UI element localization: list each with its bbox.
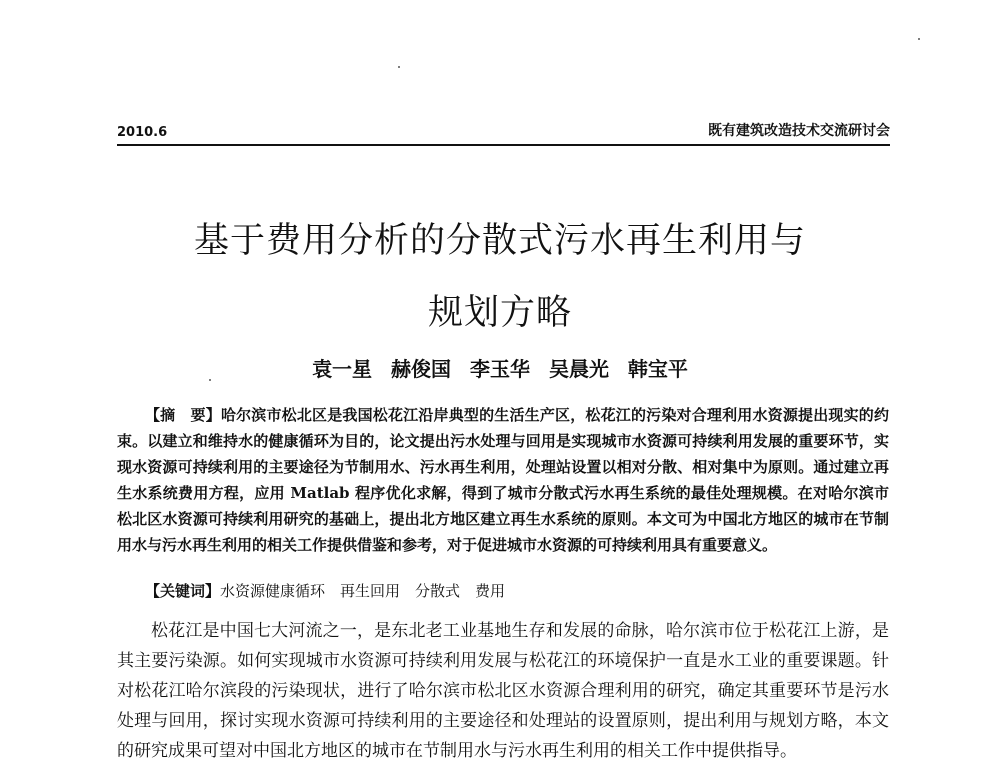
running-header bbox=[117, 116, 890, 146]
body-paragraph: 松花江是中国七大河流之一，是东北老工业基地生存和发展的命脉，哈尔滨市位于松花江上游，是其主要污染源。如何实现城市水资源可持续利用发展与松花江的环境保护一直是水工业的重要课题。针对松花江哈尔滨段的污染现状，进行了哈尔滨市松北区水资源合理利用的研究，确定其重要环节是污水处理与回用，探讨实现水资源可持续利用的主要途径和处理站的设置原则，提出利用与规划方略，本文的研究成果可望对中国北方地区的城市在节制用水与污水再生利用的相关工作中提供指导。 bbox=[117, 621, 889, 761]
header-conference: 既有建筑改造技术交流研讨会 bbox=[708, 123, 890, 139]
header-date: 2010.6 bbox=[117, 125, 168, 140]
keywords-label: 【关键词】 bbox=[145, 582, 221, 600]
keywords bbox=[117, 578, 889, 604]
paper-title-line-2: 规划方略 bbox=[427, 293, 572, 333]
author-list: 袁一星 赫俊国 李玉华 吴晨光 韩宝平 bbox=[312, 357, 688, 381]
scan-speck bbox=[918, 38, 920, 40]
paper-title-line-1: 基于费用分析的分散式污水再生利用与 bbox=[193, 221, 806, 261]
scan-speck bbox=[398, 66, 400, 68]
keywords-text: 水资源健康循环 再生回用 分散式 费用 bbox=[220, 582, 506, 600]
abstract bbox=[117, 402, 889, 558]
abstract-label: 【摘 要】 bbox=[145, 406, 221, 424]
abstract-text: 哈尔滨市松北区是我国松花江沿岸典型的生活生产区，松花江的污染对合理利用水资源提出现实的约束。以建立和维持水的健康循环为目的，论文提出污水处理与回用是实现城市水资源可持续利用发展的重要环节，实现水资源可持续利用的主要途径为节制用水、污水再生利用，处理站设置以相对分散、相对集中为原则。通过建立再生水系统费用方程，应用 Matlab 程序优化求解，得到了城市分散式污水再生系统的最佳处理规模。在对哈尔滨市松北区水资源可持续利用研究的基础上，提出北方地区建立再生水系统的原则。本文可为中国北方地区的城市在节制用水与污水再生利用的相关工作提供借鉴和参考，对于促进城市水资源的可持续利用具有重要意义。 bbox=[117, 406, 889, 554]
scan-speck bbox=[209, 379, 211, 381]
